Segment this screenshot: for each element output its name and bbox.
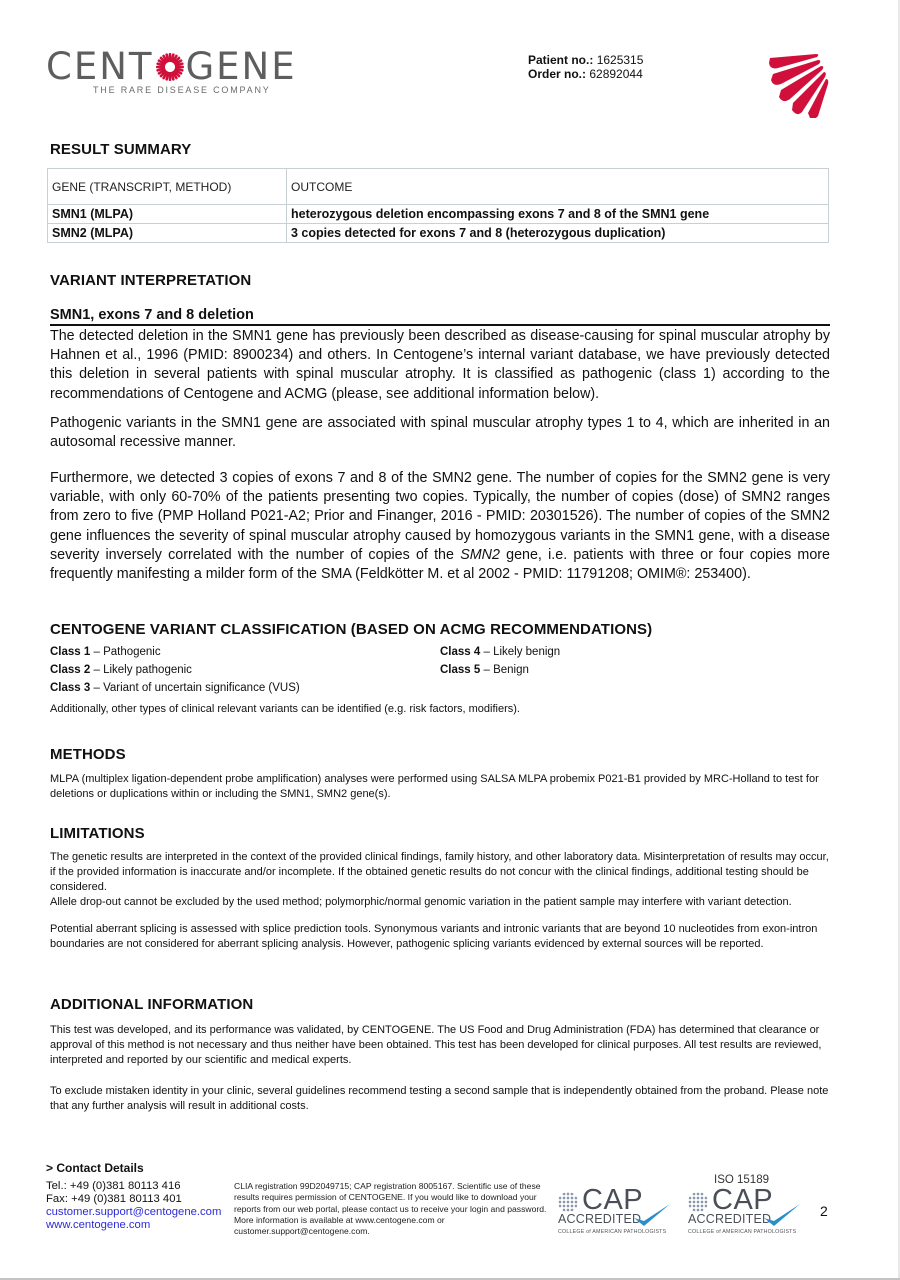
order-number: 62892044	[589, 67, 643, 81]
centogene-fan-icon	[764, 52, 830, 118]
college-label: COLLEGE of AMERICAN PATHOLOGISTS	[688, 1229, 797, 1235]
class-desc: – Likely pathogenic	[90, 664, 192, 676]
cap-wordmark: CAP	[582, 1184, 644, 1216]
column-header-gene: GENE (TRANSCRIPT, METHOD)	[48, 169, 287, 205]
support-email-link[interactable]: customer.support@centogene.com	[46, 1206, 222, 1218]
college-label: COLLEGE of AMERICAN PATHOLOGISTS	[558, 1229, 667, 1235]
p3-italic-gene: SMN2	[460, 546, 500, 563]
variant-interpretation-heading: VARIANT INTERPRETATION	[50, 272, 252, 289]
table-row	[48, 205, 829, 224]
result-summary-heading: RESULT SUMMARY	[50, 141, 192, 158]
limitations-paragraph-2: Allele drop-out cannot be excluded by the used method; polymorphic/normal genomic variation in the patient sample may interfere with variant detection.	[50, 896, 792, 908]
clia-registration-text: CLIA registration 99D2049715; CAP registration 8005167. Scientific use of these results requires permission of CENTOGENE. If you would like to download your reports from our web portal, please contact us to receive your login and password. More information is available at www.centogene.com or customer.support@centogene.com.	[234, 1181, 547, 1237]
class-label: Class 1	[50, 646, 91, 658]
logo-text-right: GENE	[185, 45, 297, 88]
class-2-item	[50, 664, 192, 676]
logo-wordmark	[46, 45, 297, 88]
logo-text-left: CENT	[46, 45, 154, 88]
cap-accredited-badge	[556, 1176, 671, 1238]
result-summary-table	[47, 168, 829, 243]
class-desc: – Variant of uncertain significance (VUS)	[90, 682, 300, 694]
accredited-label: ACCREDITED	[558, 1212, 642, 1226]
order-number-label: Order no.:	[528, 67, 587, 81]
page-number: 2	[820, 1203, 828, 1219]
table-row	[48, 224, 829, 243]
limitations-heading: LIMITATIONS	[50, 825, 145, 842]
centogene-logo	[46, 45, 297, 100]
fax-number: Fax: +49 (0)381 80113 401	[46, 1193, 182, 1205]
gene-cell: SMN1 (MLPA)	[48, 205, 287, 224]
checkmark-icon	[632, 1202, 672, 1228]
outcome-cell: 3 copies detected for exons 7 and 8 (heterozygous duplication)	[287, 224, 829, 243]
cap-globe-icon	[688, 1192, 708, 1212]
class-label: Class 5	[440, 664, 481, 676]
class-3-item	[50, 682, 300, 694]
cap-iso-15189-badge	[686, 1176, 801, 1238]
contact-details-heading: > Contact Details	[46, 1161, 144, 1175]
class-label: Class 2	[50, 664, 91, 676]
cap-globe-icon	[558, 1192, 578, 1212]
class-desc: – Benign	[480, 664, 529, 676]
class-4-item	[440, 646, 560, 658]
website-link[interactable]: www.centogene.com	[46, 1219, 151, 1231]
cap-wordmark: CAP	[712, 1184, 774, 1216]
patient-number: 1625315	[596, 53, 644, 67]
logo-tagline: THE RARE DISEASE COMPANY	[93, 85, 271, 95]
patient-info	[528, 53, 643, 81]
order-number-line	[528, 67, 643, 81]
iso-label: ISO 15189	[714, 1174, 769, 1186]
additional-information-heading: ADDITIONAL INFORMATION	[50, 996, 254, 1013]
contact-details	[46, 1180, 221, 1232]
methods-text: MLPA (multiplex ligation-dependent probe amplification) analyses were performed using SALSA MLPA probemix P021-B1 provided by MRC-Holland to test for deletions or duplications within or including the SMN1, SMN2 gene(s).	[50, 773, 819, 801]
class-label: Class 3	[50, 682, 91, 694]
outcome-cell: heterozygous deletion encompassing exons 7 and 8 of the SMN1 gene	[287, 205, 829, 224]
accredited-label: ACCREDITED	[688, 1212, 772, 1226]
additional-info-paragraph-1: This test was developed, and its performance was validated, by CENTOGENE. The US Food and Drug Administration (FDA) has determined that clearance or approval of this method is not necessary and thus neither have been obtained. This test has been developed for clinical purposes. All test results are reviewed, interpreted and reported by our scientific and medical experts.	[50, 1024, 822, 1067]
p3-text-a: Furthermore, we detected 3 copies of exons 7 and 8 of the SMN2 gene. The number of copies for the SMN2 gene is very variable, with only 60-70% of the patients presenting two copies. Typically, the number of copies (dose) of SMN2 ranges from zero to five (PMP Holland P021-A2; Prior and Finanger, 2016 - PMID: 20301526). The number of copies of the SMN2 gene influences the severity of spinal muscular atrophy caused by homozygous variants in the SMN1 gene, with a disease severity inversely correlated with the number of copies of the	[50, 470, 830, 563]
interpretation-paragraph-3	[50, 469, 830, 584]
class-label: Class 4	[440, 646, 481, 658]
phone-number: Tel.: +49 (0)381 80113 416	[46, 1180, 181, 1192]
classification-note: Additionally, other types of clinical relevant variants can be identified (e.g. risk factors, modifiers).	[50, 703, 520, 715]
checkmark-icon	[762, 1202, 802, 1228]
class-desc: – Pathogenic	[90, 646, 161, 658]
interpretation-paragraph-1: The detected deletion in the SMN1 gene has previously been described as disease-causing for spinal muscular atrophy by Hahnen et al., 1996 (PMID: 8900234) and others. In Centogene’s internal variant database, we have previously detected this deletion in several patients with spinal muscular atrophy. It is classified as pathogenic (class 1) according to the recommendations of Centogene and ACMG (please, see additional information below).	[50, 328, 830, 402]
class-1-item	[50, 646, 161, 658]
class-5-item	[440, 664, 529, 676]
classification-heading: CENTOGENE VARIANT CLASSIFICATION (BASED ON ACMG RECOMMENDATIONS)	[50, 621, 653, 638]
gene-cell: SMN2 (MLPA)	[48, 224, 287, 243]
variant-subheading: SMN1, exons 7 and 8 deletion	[50, 307, 830, 326]
patient-number-label: Patient no.:	[528, 53, 594, 67]
patient-number-line	[528, 53, 643, 67]
additional-info-paragraph-2: To exclude mistaken identity in your clinic, several guidelines recommend testing a second sample that is independently obtained from the proband. Please note that any further analysis will result in additional costs.	[50, 1085, 829, 1113]
table-header-row	[48, 169, 829, 205]
limitations-paragraph-3: Potential aberrant splicing is assessed with splice prediction tools. Synonymous variants and intronic variants that are beyond 10 nucleotides from exon-intron boundaries are not considered for aberrant splicing analysis. However, pathogenic splicing variants evidenced by external sources will be reported.	[50, 923, 818, 951]
sunburst-icon	[155, 52, 185, 82]
interpretation-paragraph-2: Pathogenic variants in the SMN1 gene are associated with spinal muscular atrophy types 1 to 4, which are inherited in an autosomal recessive manner.	[50, 415, 830, 451]
limitations-paragraph-1: The genetic results are interpreted in the context of the provided clinical findings, family history, and other laboratory data. Misinterpretation of results may occur, if the provided information is inaccurate and/or incomplete. If the obtained genetic results do not concur with the clinical findings, additional testing should be considered.	[50, 851, 829, 894]
methods-heading: METHODS	[50, 746, 126, 763]
p3-text-b: gene, i.e. patients with three or four copies more frequently manifesting a milder form of the SMA (Feldkötter M. et al 2002 - PMID: 11791208; OMIM®: 253400).	[50, 546, 830, 583]
class-desc: – Likely benign	[480, 646, 561, 658]
column-header-outcome: OUTCOME	[287, 169, 829, 205]
